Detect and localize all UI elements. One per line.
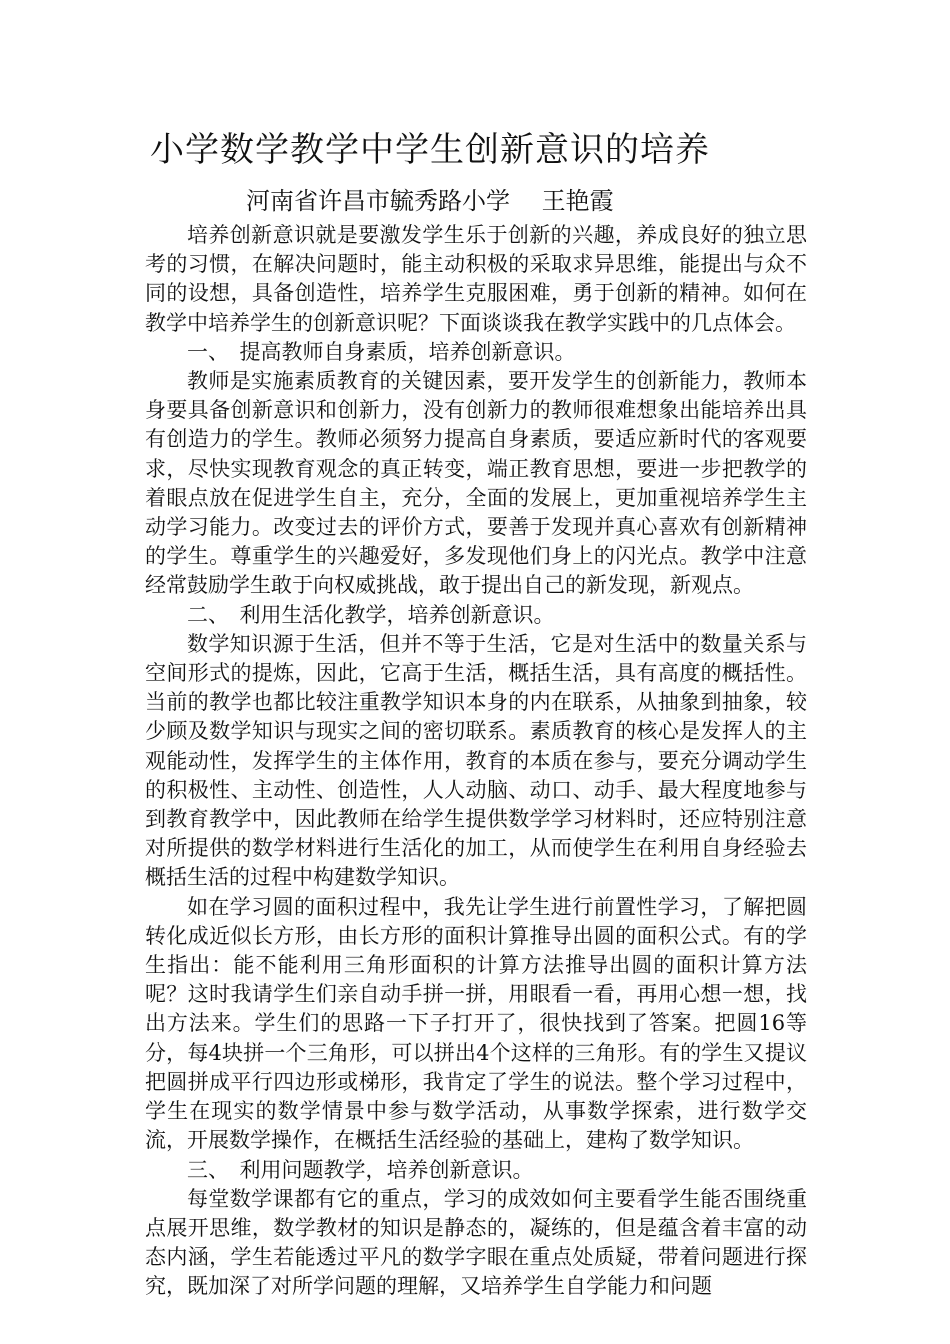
paragraph-section-2: 数学知识源于生活，但并不等于生活，它是对生活中的数量关系与空间形式的提炼，因此，它高于生活，概括生活，具有高度的概括性。当前的教学也都比较注重教学知识本身的内在联系，从抽象到抽象，较少顾及数学知识与现实之间的密切联系。素质教育的核心是发挥人的主观能动性，发挥学生的主体作用，教育的本质在参与，要充分调动学生的积极性、主动性、创造性，人人动脑、动口、动手、最大程度地参与到教育教学中，因此教师在给学生提供数学学习材料时，还应特别注意对所提供的数学材料进行生活化的加工，从而使学生在利用自身经验去概括生活的过程中构建数学知识。	[145, 631, 807, 890]
section-heading-2: 二、 利用生活化教学，培养创新意识。	[187, 602, 555, 627]
author-byline: 河南省许昌市毓秀路小学 王艳霞	[246, 187, 614, 215]
paragraph-example: 如在学习圆的面积过程中，我先让学生进行前置性学习，了解把圆转化成近似长方形，由长方形的面积计算推导出圆的面积公式。有的学生指出：能不能利用三角形面积的计算方法推导出圆的面积计算方法呢？这时我请学生们亲自动手拼一拼，用眼看一看，再用心想一想，找出方法来。学生们的思路一下子打开了，很快找到了答案。把圆16等分，每4块拼一个三角形，可以拼出4个这样的三角形。有的学生又提议把圆拼成平行四边形或梯形，我肯定了学生的说法。整个学习过程中，学生在现实的数学情景中参与数学活动，从事数学探索，进行数学交流，开展数学操作，在概括生活经验的基础上，建构了数学知识。	[145, 894, 807, 1153]
paragraph-section-3: 每堂数学课都有它的重点，学习的成效如何主要看学生能否围绕重点展开思维，数学教材的知识是静态的，凝练的，但是蕴含着丰富的动态内涵，学生若能透过平凡的数学字眼在重点处质疑，带着问题进行探究，既加深了对所学问题的理解，又培养学生自学能力和问题	[145, 1186, 807, 1299]
document-body	[145, 221, 807, 1302]
paragraph-section-1: 教师是实施素质教育的关键因素，要开发学生的创新能力，教师本身要具备创新意识和创新力，没有创新力的教师很难想象出能培养出具有创造力的学生。教师必须努力提高自身素质，要适应新时代的客观要求，尽快实现教育观念的真正转变，端正教育思想，要进一步把教学的着眼点放在促进学生自主，充分，全面的发展上，更加重视培养学生主动学习能力。改变过去的评价方式，要善于发现并真心喜欢有创新精神的学生。尊重学生的兴趣爱好，多发现他们身上的闪光点。教学中注意经常鼓励学生敢于向权威挑战，敢于提出自己的新发现，新观点。	[145, 369, 807, 598]
section-heading-1: 一、 提高教师自身素质，培养创新意识。	[187, 339, 576, 364]
paragraph-intro: 培养创新意识就是要激发学生乐于创新的兴趣，养成良好的独立思考的习惯，在解决问题时，能主动积极的采取求异思维，能提出与众不同的设想，具备创造性，培养学生克服困难，勇于创新的精神。如何在教学中培养学生的创新意识呢？下面谈谈我在教学实践中的几点体会。	[145, 223, 807, 335]
document-title: 小学数学教学中学生创新意识的培养	[150, 130, 710, 170]
section-heading-3: 三、 利用问题教学，培养创新意识。	[187, 1157, 534, 1182]
